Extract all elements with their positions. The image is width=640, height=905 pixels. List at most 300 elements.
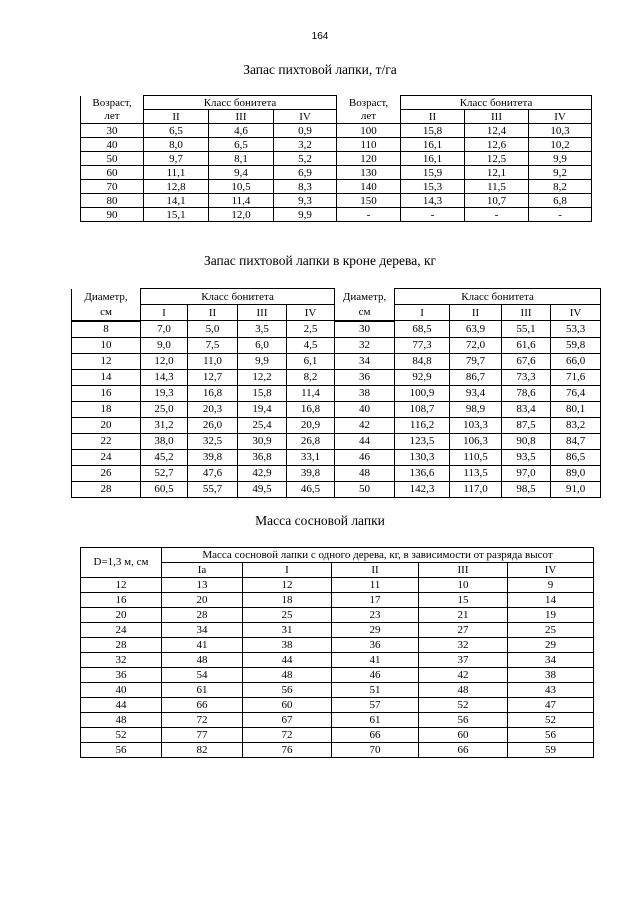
table-cell: 97,0: [502, 465, 551, 481]
table-row: [72, 401, 601, 417]
table-cell: 34: [335, 353, 395, 369]
table-cell: 70: [81, 180, 144, 194]
table-cell: 86,5: [551, 449, 601, 465]
table-cell: 48: [419, 683, 508, 698]
table-row: [81, 743, 594, 758]
table-cell: 12,5: [465, 152, 529, 166]
table-cell: 15,8: [238, 385, 287, 401]
table-cell: 12,4: [465, 124, 529, 138]
age-header: Возраст,: [337, 96, 401, 110]
table-row: [72, 465, 601, 481]
table-cell: 86,7: [450, 369, 502, 385]
table-cell: 52: [508, 713, 594, 728]
diameter-unit-header: см: [335, 305, 395, 321]
table-cell: 8: [72, 321, 141, 338]
table-row: [72, 353, 601, 369]
table-cell: 71,6: [551, 369, 601, 385]
table-cell: 142,3: [395, 481, 450, 497]
table-cell: 6,0: [238, 337, 287, 353]
table-cell: 36: [332, 638, 419, 653]
table-cell: 8,1: [209, 152, 274, 166]
table-cell: 34: [508, 653, 594, 668]
table-cell: 90,8: [502, 433, 551, 449]
table-cell: 92,9: [395, 369, 450, 385]
table-row: [72, 481, 601, 497]
table-cell: 40: [335, 401, 395, 417]
table-cell: 150: [337, 194, 401, 208]
table-cell: 15,8: [401, 124, 465, 138]
table-cell: 123,5: [395, 433, 450, 449]
table-cell: 26,0: [188, 417, 238, 433]
table-cell: 83,4: [502, 401, 551, 417]
table-cell: 48: [335, 465, 395, 481]
table-row: [81, 623, 594, 638]
table-cell: 28: [72, 481, 141, 497]
table-cell: 3,5: [238, 321, 287, 338]
table-cell: 8,3: [274, 180, 337, 194]
table-cell: 80: [81, 194, 144, 208]
table-cell: 48: [162, 653, 243, 668]
table-cell: 26,8: [287, 433, 335, 449]
table-cell: 4,5: [287, 337, 335, 353]
table-cell: 91,0: [551, 481, 601, 497]
table-cell: 67: [243, 713, 332, 728]
table-cell: 9,3: [274, 194, 337, 208]
table-cell: 16,1: [401, 152, 465, 166]
pine-mass-table: [80, 547, 594, 758]
diameter-header: D=1,3 м, см: [81, 548, 162, 578]
table-cell: 30,9: [238, 433, 287, 449]
table-cell: 117,0: [450, 481, 502, 497]
table-cell: 53,3: [551, 321, 601, 338]
table-row: [72, 385, 601, 401]
age-unit-header: лет: [337, 110, 401, 124]
table-cell: 7,5: [188, 337, 238, 353]
class-header: Класс бонитета: [401, 96, 592, 110]
table-row: [81, 683, 594, 698]
table-cell: 61,6: [502, 337, 551, 353]
table-cell: 12,7: [188, 369, 238, 385]
table-cell: 20: [81, 608, 162, 623]
table-cell: 46: [335, 449, 395, 465]
table-cell: 15,1: [144, 208, 209, 222]
table-cell: 43: [508, 683, 594, 698]
class-col-header: IV: [287, 305, 335, 321]
table-row: [81, 152, 592, 166]
table-cell: 110,5: [450, 449, 502, 465]
table-cell: 9,7: [144, 152, 209, 166]
table-row: [81, 593, 594, 608]
table-cell: 61: [162, 683, 243, 698]
table-row: [72, 433, 601, 449]
table-row: [72, 449, 601, 465]
fir-crown-body: [72, 321, 601, 498]
table-cell: 56: [243, 683, 332, 698]
table-cell: 87,5: [502, 417, 551, 433]
table-cell: 103,3: [450, 417, 502, 433]
table-cell: 76,4: [551, 385, 601, 401]
table-cell: 45,2: [141, 449, 188, 465]
table-cell: 38: [335, 385, 395, 401]
table-cell: 19: [508, 608, 594, 623]
table-cell: 38: [243, 638, 332, 653]
table-cell: 51: [332, 683, 419, 698]
table-cell: 31,2: [141, 417, 188, 433]
table-cell: 14,1: [144, 194, 209, 208]
table-cell: 12,8: [144, 180, 209, 194]
table-row: [81, 194, 592, 208]
table-cell: 140: [337, 180, 401, 194]
table-row: [81, 713, 594, 728]
table-row: [81, 166, 592, 180]
table-cell: 15,3: [401, 180, 465, 194]
table-cell: 120: [337, 152, 401, 166]
table-cell: 16,8: [188, 385, 238, 401]
table-cell: 25: [508, 623, 594, 638]
table-cell: 44: [81, 698, 162, 713]
table-cell: 10,3: [529, 124, 592, 138]
class-col-header: III: [238, 305, 287, 321]
table-cell: 79,7: [450, 353, 502, 369]
table-cell: 14: [508, 593, 594, 608]
table-cell: 30: [335, 321, 395, 338]
table-cell: 9,4: [209, 166, 274, 180]
table-cell: 46,5: [287, 481, 335, 497]
table-cell: 98,5: [502, 481, 551, 497]
table-row: [81, 608, 594, 623]
table-cell: 63,9: [450, 321, 502, 338]
table-cell: 20: [72, 417, 141, 433]
fir-stock-body: [81, 124, 592, 222]
class-col-header: II: [450, 305, 502, 321]
table-row: [81, 728, 594, 743]
table-row: [81, 653, 594, 668]
class-col-header: II: [401, 110, 465, 124]
class-col-header: I: [141, 305, 188, 321]
table-cell: 83,2: [551, 417, 601, 433]
table-cell: 16: [81, 593, 162, 608]
table-cell: 66,0: [551, 353, 601, 369]
table-cell: 40: [81, 683, 162, 698]
table-cell: 19,3: [141, 385, 188, 401]
table-cell: 72,0: [450, 337, 502, 353]
table-cell: 42: [335, 417, 395, 433]
table-cell: 4,6: [209, 124, 274, 138]
table-cell: 72: [243, 728, 332, 743]
table-cell: 54: [162, 668, 243, 683]
table-cell: 130: [337, 166, 401, 180]
table-cell: 11,4: [209, 194, 274, 208]
table-row: [81, 638, 594, 653]
table-cell: 9,2: [529, 166, 592, 180]
table-cell: 40: [81, 138, 144, 152]
table-cell: 48: [81, 713, 162, 728]
table-row: [81, 180, 592, 194]
class-col-header: IV: [274, 110, 337, 124]
table-cell: 23: [332, 608, 419, 623]
class-col-header: III: [502, 305, 551, 321]
table-cell: 15: [419, 593, 508, 608]
table-row: [81, 208, 592, 222]
table-cell: 42,9: [238, 465, 287, 481]
table-cell: 24: [72, 449, 141, 465]
table-cell: 25,4: [238, 417, 287, 433]
diameter-header: Диаметр,: [72, 289, 141, 305]
table-cell: 59,8: [551, 337, 601, 353]
table-cell: 5,2: [274, 152, 337, 166]
table-cell: 10: [419, 578, 508, 593]
table-cell: 70: [332, 743, 419, 758]
table-cell: 59: [508, 743, 594, 758]
height-class-header: I: [243, 563, 332, 578]
table-cell: 67,6: [502, 353, 551, 369]
table-cell: 78,6: [502, 385, 551, 401]
table-cell: 12: [81, 578, 162, 593]
table-cell: 36: [81, 668, 162, 683]
age-header: Возраст,: [81, 96, 144, 110]
table-cell: 12: [243, 578, 332, 593]
class-col-header: III: [209, 110, 274, 124]
table-cell: 31: [243, 623, 332, 638]
table-cell: 50: [81, 152, 144, 166]
table-cell: 52: [81, 728, 162, 743]
table-cell: 37: [419, 653, 508, 668]
class-col-header: II: [188, 305, 238, 321]
table-cell: 20,3: [188, 401, 238, 417]
table-cell: 73,3: [502, 369, 551, 385]
class-header: Класс бонитета: [144, 96, 337, 110]
table-cell: 66: [332, 728, 419, 743]
table-cell: 48: [243, 668, 332, 683]
table-cell: 8,2: [287, 369, 335, 385]
fir-crown-table: [71, 288, 601, 498]
table-cell: 41: [162, 638, 243, 653]
table-cell: 56: [81, 743, 162, 758]
table-cell: 44: [335, 433, 395, 449]
table-cell: 16,1: [401, 138, 465, 152]
table-cell: 25,0: [141, 401, 188, 417]
table-cell: 20: [162, 593, 243, 608]
fir-stock-table: [80, 95, 592, 222]
table-cell: 10,7: [465, 194, 529, 208]
table-cell: 41: [332, 653, 419, 668]
table-cell: 28: [162, 608, 243, 623]
table-cell: 6,1: [287, 353, 335, 369]
table-cell: 13: [162, 578, 243, 593]
table-cell: 52: [419, 698, 508, 713]
table-cell: 7,0: [141, 321, 188, 338]
table-cell: 11,4: [287, 385, 335, 401]
table-cell: 15,9: [401, 166, 465, 180]
table-row: [72, 321, 601, 338]
table-cell: 30: [81, 124, 144, 138]
table-row: [72, 369, 601, 385]
table-cell: 18: [243, 593, 332, 608]
class-header: Класс бонитета: [395, 289, 601, 305]
table-cell: 9: [508, 578, 594, 593]
table-cell: 12,0: [141, 353, 188, 369]
diameter-header: Диаметр,: [335, 289, 395, 305]
height-class-header: Ia: [162, 563, 243, 578]
table-cell: 9,9: [529, 152, 592, 166]
age-unit-header: лет: [81, 110, 144, 124]
table-cell: 100: [337, 124, 401, 138]
table-cell: 11,0: [188, 353, 238, 369]
table-cell: 29: [332, 623, 419, 638]
table-cell: 10,2: [529, 138, 592, 152]
table-cell: 38: [508, 668, 594, 683]
table-row: [81, 668, 594, 683]
table-cell: 130,3: [395, 449, 450, 465]
table-cell: 3,2: [274, 138, 337, 152]
table-cell: 25: [243, 608, 332, 623]
table-cell: 33,1: [287, 449, 335, 465]
table-cell: 106,3: [450, 433, 502, 449]
table-cell: 2,5: [287, 321, 335, 338]
table-cell: 76: [243, 743, 332, 758]
table-cell: 84,7: [551, 433, 601, 449]
table-row: [81, 138, 592, 152]
table-cell: 14: [72, 369, 141, 385]
table-cell: 55,1: [502, 321, 551, 338]
table-row: [72, 417, 601, 433]
table-cell: 24: [81, 623, 162, 638]
table-cell: 90: [81, 208, 144, 222]
table-cell: 11: [332, 578, 419, 593]
table-cell: 16,8: [287, 401, 335, 417]
table-cell: 9,9: [274, 208, 337, 222]
table-cell: 11,1: [144, 166, 209, 180]
table-cell: 6,5: [144, 124, 209, 138]
table-cell: 5,0: [188, 321, 238, 338]
table-cell: 100,9: [395, 385, 450, 401]
table-cell: 60: [243, 698, 332, 713]
table-cell: 27: [419, 623, 508, 638]
mass-header: Масса сосновой лапки с одного дерева, кг, в зависимости от разряда высот: [162, 548, 594, 563]
table-cell: 20,9: [287, 417, 335, 433]
table-cell: 21: [419, 608, 508, 623]
table-cell: 12,6: [465, 138, 529, 152]
table-cell: 8,0: [144, 138, 209, 152]
table-cell: 72: [162, 713, 243, 728]
table-cell: -: [465, 208, 529, 222]
table-cell: 12: [72, 353, 141, 369]
table-cell: 6,9: [274, 166, 337, 180]
table-cell: 108,7: [395, 401, 450, 417]
table-cell: 61: [332, 713, 419, 728]
height-class-header: II: [332, 563, 419, 578]
table-cell: 98,9: [450, 401, 502, 417]
table-cell: 32: [419, 638, 508, 653]
table-cell: 50: [335, 481, 395, 497]
table-cell: 32: [335, 337, 395, 353]
table-cell: 49,5: [238, 481, 287, 497]
table-cell: 6,5: [209, 138, 274, 152]
table-cell: -: [401, 208, 465, 222]
table-cell: 60: [419, 728, 508, 743]
table-cell: 57: [332, 698, 419, 713]
table-cell: 89,0: [551, 465, 601, 481]
table-cell: 0,9: [274, 124, 337, 138]
table-cell: 14,3: [401, 194, 465, 208]
table-cell: 11,5: [465, 180, 529, 194]
table-cell: 113,5: [450, 465, 502, 481]
table-row: [81, 698, 594, 713]
class-col-header: II: [144, 110, 209, 124]
page-number: 164: [311, 31, 329, 42]
table-cell: 116,2: [395, 417, 450, 433]
table-cell: 136,6: [395, 465, 450, 481]
table-cell: 66: [419, 743, 508, 758]
pine-mass-body: [81, 578, 594, 758]
table-cell: 19,4: [238, 401, 287, 417]
table-cell: 46: [332, 668, 419, 683]
table-cell: 12,0: [209, 208, 274, 222]
class-col-header: III: [465, 110, 529, 124]
table-cell: 14,3: [141, 369, 188, 385]
class-col-header: IV: [529, 110, 592, 124]
table-cell: 8,2: [529, 180, 592, 194]
table-cell: 77,3: [395, 337, 450, 353]
height-class-header: III: [419, 563, 508, 578]
table-cell: 47: [508, 698, 594, 713]
table-row: [81, 578, 594, 593]
height-class-header: IV: [508, 563, 594, 578]
class-col-header: I: [395, 305, 450, 321]
table-cell: 12,2: [238, 369, 287, 385]
table-cell: 80,1: [551, 401, 601, 417]
table-cell: 36,8: [238, 449, 287, 465]
table-cell: 18: [72, 401, 141, 417]
table-cell: -: [337, 208, 401, 222]
table-cell: 28: [81, 638, 162, 653]
table-cell: 52,7: [141, 465, 188, 481]
class-col-header: IV: [551, 305, 601, 321]
table-cell: 56: [508, 728, 594, 743]
table-cell: 38,0: [141, 433, 188, 449]
table-cell: 9,9: [238, 353, 287, 369]
table-cell: 26: [72, 465, 141, 481]
table-cell: 32: [81, 653, 162, 668]
table-cell: 60: [81, 166, 144, 180]
table-cell: 110: [337, 138, 401, 152]
table-cell: 55,7: [188, 481, 238, 497]
table-cell: 17: [332, 593, 419, 608]
table-cell: 39,8: [287, 465, 335, 481]
class-header: Класс бонитета: [141, 289, 335, 305]
table-cell: 34: [162, 623, 243, 638]
pine-mass-title: Масса сосновой лапки: [255, 513, 385, 528]
table-cell: 12,1: [465, 166, 529, 180]
table-cell: 9,0: [141, 337, 188, 353]
table-cell: 6,8: [529, 194, 592, 208]
table-row: [72, 337, 601, 353]
table-cell: 77: [162, 728, 243, 743]
table-cell: 10,5: [209, 180, 274, 194]
diameter-unit-header: см: [72, 305, 141, 321]
table-cell: 84,8: [395, 353, 450, 369]
table-cell: 68,5: [395, 321, 450, 338]
table-cell: 82: [162, 743, 243, 758]
table-cell: 60,5: [141, 481, 188, 497]
fir-stock-title: Запас пихтовой лапки, т/га: [243, 62, 397, 77]
table-cell: 22: [72, 433, 141, 449]
table-cell: 42: [419, 668, 508, 683]
table-cell: 32,5: [188, 433, 238, 449]
table-cell: 16: [72, 385, 141, 401]
table-cell: 56: [419, 713, 508, 728]
table-cell: 39,8: [188, 449, 238, 465]
